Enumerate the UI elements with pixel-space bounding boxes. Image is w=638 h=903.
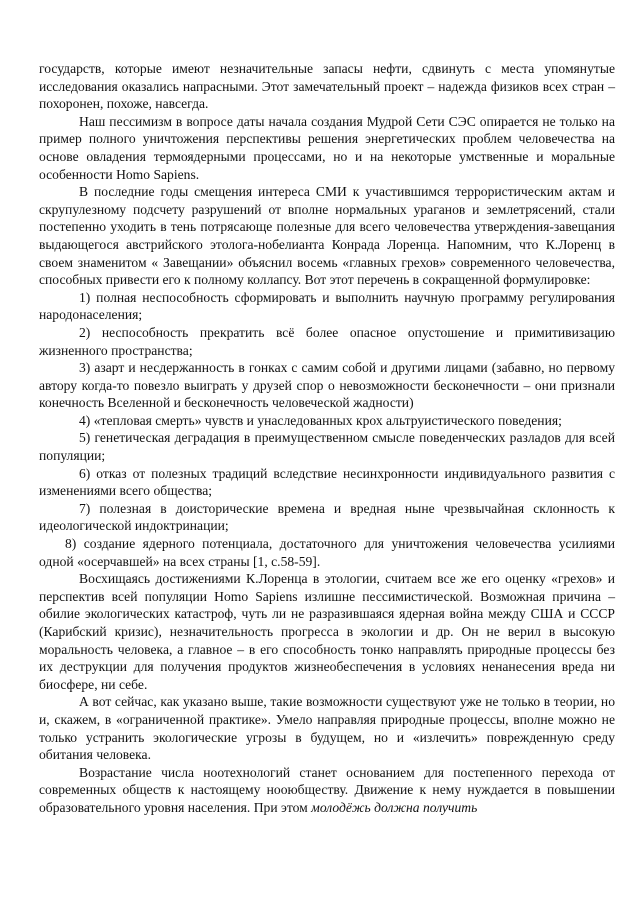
list-item-8: 8) создание ядерного потенциала, достаточного для уничтожения человечества усилиями одной «осерчавшей» на всех страны [1, с.58-59].	[39, 536, 615, 569]
paragraph-1: Наш пессимизм в вопросе даты начала создания Мудрой Сети СЭС опирается не только на пример полного уничтожения перспективы решения энергетических проблем человечества на основе овладения термоядерными процессами, но и на некоторые умственные и моральные особенности Homo Sapiens.	[39, 113, 615, 182]
paragraph-2: В последние годы смещения интереса СМИ к участившимся террористическим актам и скрупулезному подсчету разрушений от вполне нормальных ураганов и землетрясений, стали постепенно уходить в тень потрясающе полезные для всего человечества утверждения-завещания выдающегося австрийского этолога-нобелианта Конрада Лоренца. Напомним, что К.Лоренц в своем знаменитом « Завещании» объяснил восемь «главных грехов» современного человечества, способных привести его к полному коллапсу. Вот этот перечень в сокращенной формулировке:	[39, 184, 615, 288]
list-item-5: 5) генетическая деградация в преимущественном смысле поведенческих разладов для всей популяции;	[39, 430, 615, 464]
document-page	[39, 60, 615, 817]
paragraph-noosociety	[39, 764, 615, 817]
paragraph-noosociety-text: Возрастание числа ноотехнологий станет основанием для постепенного перехода от современных обществ к настоящему нооюбществу. Движение к нему нуждается в повышении образовательного уровня населения. При этом	[39, 764, 615, 815]
list-item-3: 3) азарт и несдержанность в гонках с самим собой и другими лицами (забавно, но первому автору когда-то повезло выиграть у друзей спор о невозможности бесконечности – они признали конечность Вселенной и бесконечность человеческой жадности)	[39, 360, 615, 411]
paragraph-0: государств, которые имеют незначительные запасы нефти, сдвинуть с места упомянутые исследования оказались напрасными. Этот замечательный проект – надежда физиков всех стран – похоронен, похоже, навсегда.	[39, 61, 615, 112]
list-item-2: 2) неспособность прекратить всё более опасное опустошение и примитивизацию жизненного пространства;	[39, 324, 615, 358]
list-item-6: 6) отказ от полезных традиций вследствие несинхронности индивидуального развития с изменениями всего общества;	[39, 465, 615, 499]
paragraph-current-possibilities: А вот сейчас, как указано выше, такие возможности существуют уже не только в теории, но и, скажем, в «ограниченной практике». Умело направляя природные процессы, вполне можно не только устранить экологические угрозы в будущем, но и «излечить» поврежденную среду обитания человека.	[39, 694, 615, 763]
paragraph-noosociety-italic: молодёжь должна получить	[311, 799, 478, 815]
list-item-1: 1) полная неспособность сформировать и выполнить научную программу регулирования народонаселения;	[39, 289, 615, 323]
paragraph-lorenz-assessment: Восхищаясь достижениями К.Лоренца в этологии, считаем все же его оценку «грехов» и перспектив всей популяции Homo Sapiens излишне пессимистической. Возможная причина – обилие экологических катастроф, чуть ли не разразившаяся ядерная война между США и СССР (Карибский кризис), незначительность прогресса в экологии и др. Он не верил в высокую моральность человека, а главное – в его способность тонко направлять природные процессы без их деструкции для получения продуктов жизнеобеспечения в условиях ненанесения вреда ни биосфере, ни себе.	[39, 571, 615, 692]
list-item-4: 4) «тепловая смерть» чувств и унаследованных крох альтруистического поведения;	[79, 412, 562, 428]
list-item-7: 7) полезная в доисторические времена и вредная ныне чрезвычайная склонность к идеологической индоктринации;	[39, 500, 615, 534]
